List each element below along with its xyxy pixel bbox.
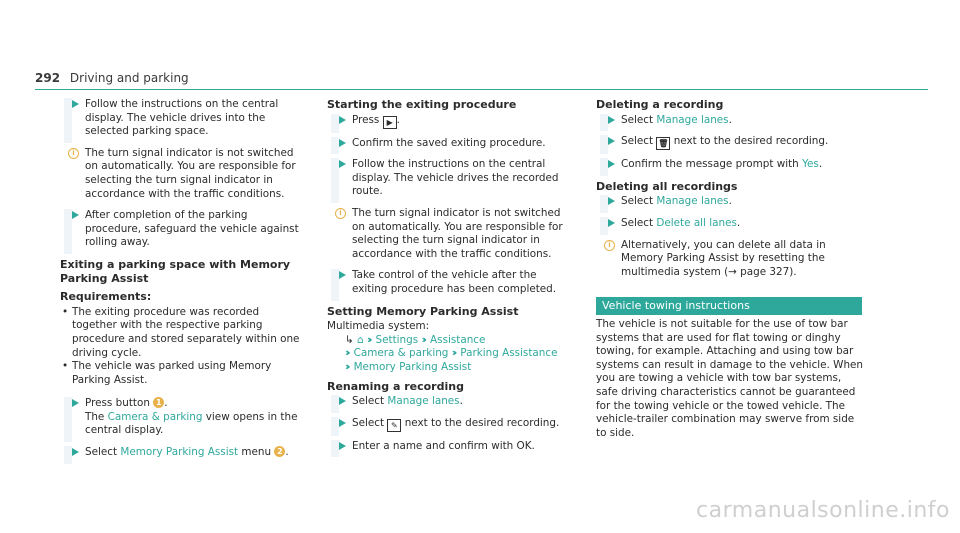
step-arrow-icon	[72, 448, 79, 456]
step-item: After completion of the parking procedure, safeguard the vehicle against rolling away.	[60, 209, 300, 250]
step-item: Select Delete all lanes.	[596, 217, 866, 231]
step-item: Take control of the vehicle after the exiting procedure has been completed.	[327, 269, 572, 296]
info-icon: i	[335, 208, 346, 219]
step-item: Press ▶ .	[327, 114, 572, 129]
chevron-double-icon: ››	[451, 347, 455, 360]
section-heading: Setting Memory Parking Assist	[327, 304, 519, 318]
step-arrow-icon	[608, 137, 615, 145]
column-3	[596, 98, 866, 448]
column-1	[60, 98, 300, 468]
path-memory-parking-assist[interactable]: Memory Parking Assist	[353, 360, 472, 373]
path-settings[interactable]: Settings	[375, 333, 419, 346]
step-arrow-icon	[339, 116, 346, 124]
path-assistance[interactable]: Assistance	[430, 333, 486, 346]
section-heading: Exiting a parking space with Memory Parking Assist	[60, 257, 291, 285]
step-item: Enter a name and confirm with OK.	[327, 440, 572, 454]
link-manage-lanes[interactable]: Manage lanes	[387, 395, 460, 408]
info-icon: i	[68, 148, 79, 159]
step-arrow-icon	[339, 397, 346, 405]
multimedia-label: Multimedia system:	[327, 320, 430, 333]
step-arrow-icon	[339, 139, 346, 147]
step-item: Select Manage lanes.	[327, 395, 572, 409]
section-heading: Starting the exiting procedure	[327, 98, 517, 111]
callout-2: 2	[274, 446, 285, 457]
link-delete-all-lanes[interactable]: Delete all lanes	[656, 216, 737, 229]
step-item: Select Manage lanes.	[596, 114, 866, 128]
step-arrow-icon	[72, 399, 79, 407]
page-number: 292	[35, 71, 61, 85]
requirement-item: • The exiting procedure was recorded together with the respective parking procedure and stored separately within one driving cycle.	[60, 306, 300, 360]
step-item: Select 🗑 next to the desired recording.	[596, 135, 866, 150]
info-note: i Alternatively, you can delete all data in Memory Parking Assist by resetting the multimedia system (→ page 327).	[596, 239, 866, 280]
path-parking-assistance[interactable]: Parking Assistance	[460, 347, 558, 360]
chevron-double-icon: ››	[421, 333, 425, 346]
step-item: Select Manage lanes.	[596, 195, 866, 209]
link-manage-lanes[interactable]: Manage lanes	[656, 195, 729, 208]
link-memory-parking-assist[interactable]: Memory Parking Assist	[120, 446, 239, 459]
chevron-double-icon: ››	[366, 333, 370, 346]
column-2	[327, 98, 572, 461]
section-heading: Deleting a recording	[596, 98, 724, 111]
section-banner: Vehicle towing instructions	[596, 297, 862, 315]
chevron-double-icon: ››	[345, 347, 348, 360]
step-item: Confirm the saved exiting procedure.	[327, 137, 572, 151]
requirements-heading: Requirements:	[60, 290, 152, 304]
path-camera-parking[interactable]: Camera & parking	[353, 347, 449, 360]
edit-pencil-icon: ✎	[387, 419, 401, 432]
trash-icon: 🗑	[658, 139, 669, 149]
info-icon: i	[604, 240, 615, 251]
watermark: carmanualsonline.info	[696, 498, 950, 523]
step-arrow-icon	[608, 197, 615, 205]
step-item: Press button 1 . The Camera & parking view opens in the central display.	[60, 397, 300, 438]
section-title: Driving and parking	[69, 71, 189, 85]
step-arrow-icon	[72, 100, 79, 108]
info-note: i The turn signal indicator is not switched on automatically. You are responsible for selecting the turn signal indicator in accordance with the traffic conditions.	[327, 207, 572, 261]
step-arrow-icon	[339, 271, 346, 279]
step-arrow-icon	[339, 442, 346, 450]
towing-paragraph: The vehicle is not suitable for the use of tow bar systems that are used for flat towing or dinghy towing, for example. Attaching and using tow bar systems can result in damage to the vehicle. When you are towing a vehicle with tow bar systems, safe driving characteristics cannot be guaranteed for the towing vehicle or the towed vehicle. The vehicle-trailer combination may swerve from side to side.	[596, 317, 864, 439]
menu-path	[327, 334, 572, 375]
header-rule	[35, 89, 928, 90]
step-item: Follow the instructions on the central display. The vehicle drives the recorded route.	[327, 158, 572, 199]
home-icon: ⌂	[357, 333, 364, 346]
link-yes[interactable]: Yes	[802, 158, 819, 171]
step-arrow-icon	[608, 219, 615, 227]
play-button-icon: ▶	[383, 116, 397, 129]
step-arrow-icon	[339, 160, 346, 168]
section-heading: Deleting all recordings	[596, 179, 738, 193]
step-arrow-icon	[339, 419, 346, 427]
step-arrow-icon	[608, 160, 615, 168]
step-item: Confirm the message prompt with Yes.	[596, 158, 866, 172]
section-heading: Renaming a recording	[327, 379, 464, 393]
step-arrow-icon	[72, 211, 79, 219]
step-item: Follow the instructions on the central display. The vehicle drives into the selected parking space.	[60, 98, 300, 139]
callout-1: 1	[153, 397, 164, 408]
requirement-item: • The vehicle was parked using Memory Parking Assist.	[60, 360, 300, 387]
link-manage-lanes[interactable]: Manage lanes	[656, 113, 729, 126]
step-arrow-icon	[608, 116, 615, 124]
link-camera-parking[interactable]: Camera & parking	[107, 410, 203, 423]
page-header	[35, 71, 189, 85]
chevron-double-icon: ››	[345, 360, 348, 373]
path-start-icon: ↳	[345, 333, 354, 346]
step-item: Select ✎ next to the desired recording.	[327, 417, 572, 432]
info-note: i The turn signal indicator is not switched on automatically. You are responsible for selecting the turn signal indicator in accordance with the traffic conditions.	[60, 147, 300, 201]
step-item: Select Memory Parking Assist menu 2 .	[60, 446, 300, 460]
